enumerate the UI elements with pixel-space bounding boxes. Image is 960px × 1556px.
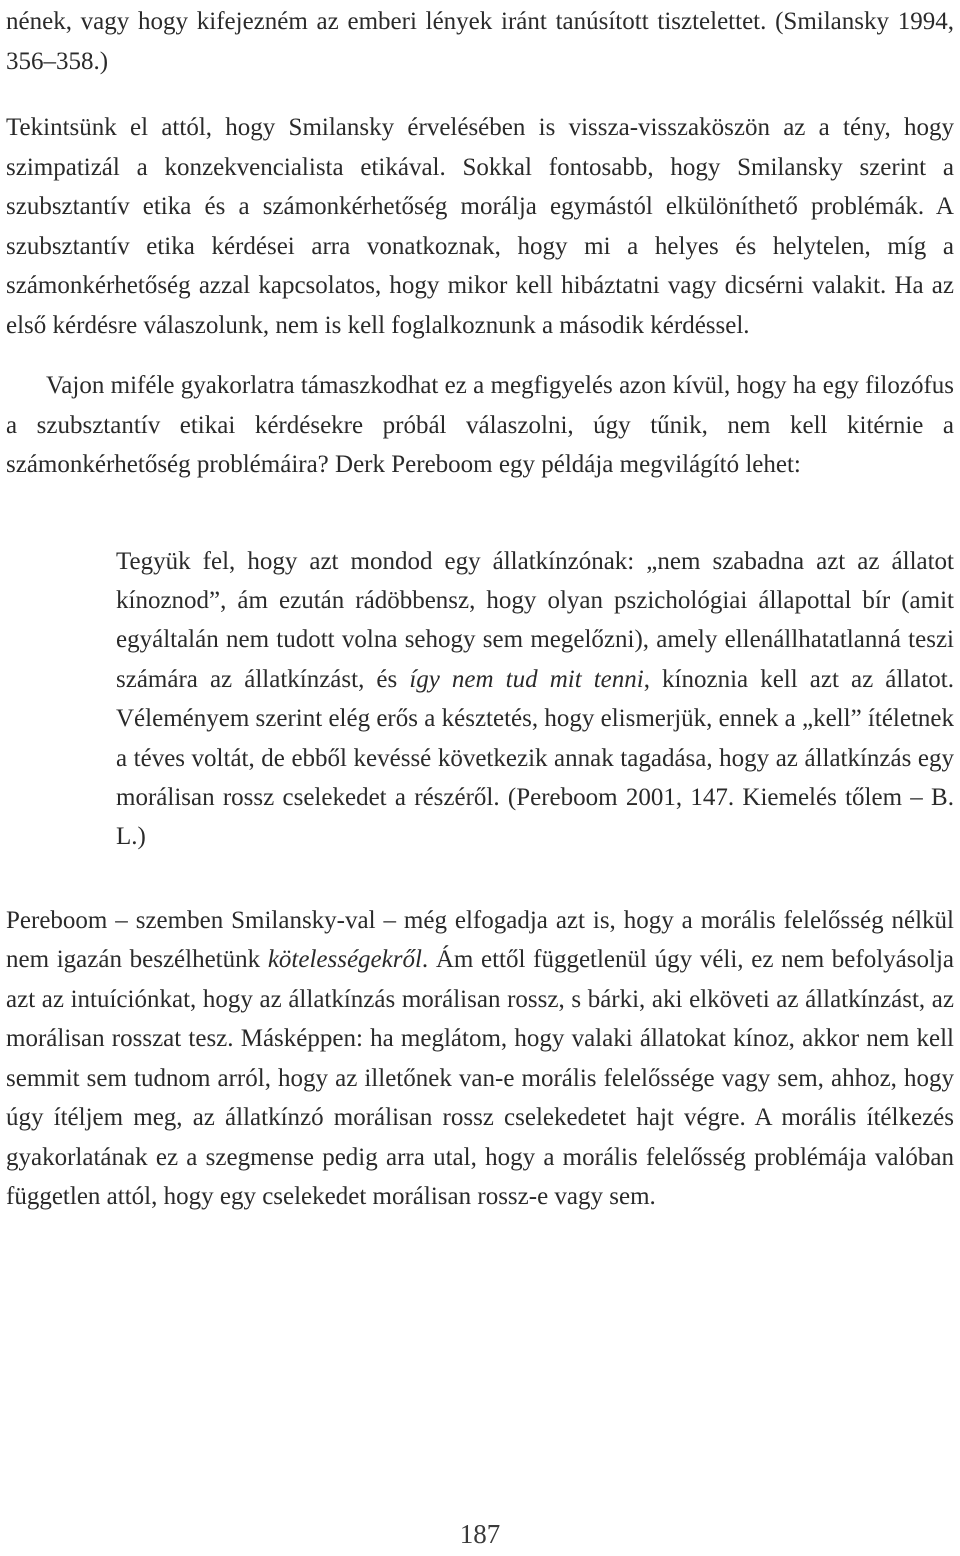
quote-emphasis: így nem tud mit tenni xyxy=(409,665,644,693)
paragraph-text-start: Pereboom – szemben Smilansky-val – még elfogadja azt is, hogy a morális felelősség nélkül nem igazán beszélhetünk xyxy=(6,906,954,974)
page-body xyxy=(6,0,954,1217)
quote-text-start: Tegyük fel, hogy azt mondod egy állatkínzónak: „nem szabadna azt az állatot kínoznod”, ám ezután rádöbbensz, hogy olyan pszichológiai állapottal bír (amit egyáltalán nem tudott volna sehogy sem megelőzni), amely ellenállhatatlanná teszi számára az állatkínzást, és xyxy=(116,547,954,693)
paragraph-pereboom-discussion xyxy=(6,901,954,1217)
paragraph-text-end: . Ám ettől függetlenül úgy véli, ez nem befolyásolja azt az intuíciónkat, hogy az állatkínzás morálisan rossz, s bárki, aki elköveti az állatkínzást, az morálisan rosszat tesz. Másképpen: ha meglátom, hogy valaki állatokat kínoz, akkor nem kell semmit sem tudnom arról, hogy az illetőnek van-e morális felelőssége vagy sem, ahhoz, hogy úgy ítéljem meg, az állatkínzó morálisan rossz cselekedetet hajt végre. A morális ítélkezés gyakorlatának ez a szegmense pedig arra utal, hogy a morális felelősség problémája valóban független attól, hogy egy cselekedet morálisan rossz-e vagy sem. xyxy=(6,946,954,1211)
page-number: 187 xyxy=(459,1519,501,1549)
quote-text-end: , kínoznia kell azt az állatot. Véleményem szerint elég erős a késztetés, hogy elismerjük, ennek a „kell” ítéletnek a téves voltát, de ebből kevéssé következik annak tagadása, hogy az állatkínzás egy morálisan rossz cselekedet a részéről. (Pereboom 2001, 147. Kiemelés tőlem – B. L.) xyxy=(116,665,954,851)
paragraph-emphasis: kötelességekről xyxy=(267,946,422,974)
paragraph-smilansky-argument: Tekintsünk el attól, hogy Smilansky érvelésében is vissza-visszaköszön az a tény, hogy szimpatizál a konzekvencialista etikával. Sokkal fontosabb, hogy Smilansky szerint a szubsztantív etika és a számonkérhetőség morálja egymástól elkülöníthető problémák. A szubsztantív etika kérdései arra vonatkoznak, hogy mi a helyes és helytelen, míg a számonkérhetőség azzal kapcsolatos, hogy mikor kell hibáztatni vagy dicsérni valakit. Ha az első kérdésre válaszolunk, nem is kell foglalkoznunk a második kérdéssel. xyxy=(6,114,954,339)
paragraph-pereboom-intro: Vajon miféle gyakorlatra támaszkodhat ez a megfigyelés azon kívül, hogy ha egy filozófus a szubsztantív etikai kérdésekre próbál válaszolni, úgy tűnik, nem kell kitérnie a számonkérhetőség problémáira? Derk Pereboom egy példája megvilágító lehet: xyxy=(6,372,954,478)
block-quote-pereboom xyxy=(116,542,954,857)
paragraph-continuation: nének, vagy hogy kifejezném az emberi lények iránt tanúsított tisztelettet. (Smilansky 1994, 356–358.) xyxy=(6,8,954,75)
